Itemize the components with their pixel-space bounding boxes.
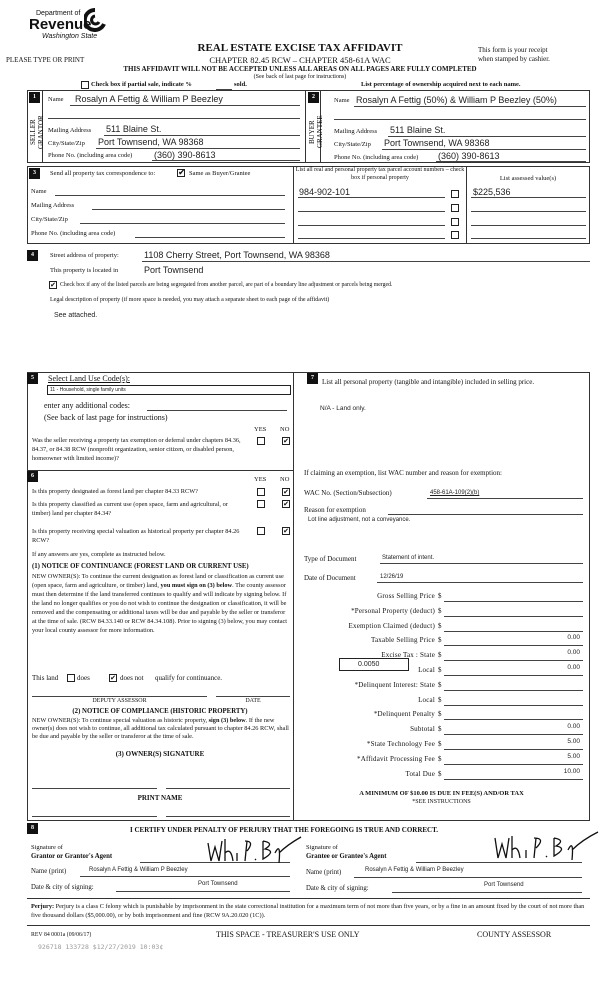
exemption-question: Was the seller receiving a property tax exemption or deferral under chapters 84.36, 84.37, or 84.38 RCW (nonprofit organization, senior citizen, or disabled person, homeowner with limited income)? bbox=[32, 437, 241, 462]
legal-description-field[interactable]: See attached. bbox=[54, 312, 98, 319]
seller-city-field[interactable]: Port Townsend, WA 98368 bbox=[98, 137, 204, 147]
fee-value-field[interactable]: 0.00 bbox=[567, 649, 580, 657]
parcel-header: List all real and personal property tax parcel account numbers – check box if personal property bbox=[295, 167, 465, 181]
same-as-buyer-checkbox[interactable]: ✔ bbox=[178, 168, 186, 178]
section-number: 6 bbox=[27, 471, 38, 482]
fee-label: Gross Selling Price bbox=[377, 592, 435, 600]
see-back-note: (See back of last page for instructions) bbox=[253, 74, 347, 80]
forest-no-checkbox[interactable]: ✔ bbox=[283, 488, 289, 496]
certify-statement: I CERTIFY UNDER PENALTY OF PERJURY THAT THE FOREGOING IS TRUE AND CORRECT. bbox=[130, 826, 439, 834]
city-label: City/State/Zip bbox=[48, 140, 85, 147]
signature-of-label: Signature of bbox=[31, 844, 63, 851]
city-label: City/State/Zip bbox=[334, 141, 371, 148]
buyer-grantee-label: BUYER GRANTEE bbox=[308, 115, 324, 149]
personal-property-checkbox[interactable] bbox=[451, 218, 459, 226]
same-as-buyer-label: Same as Buyer/Grantee bbox=[189, 170, 251, 177]
exemption-yes-checkbox[interactable] bbox=[257, 437, 265, 445]
no-header: NO bbox=[280, 476, 290, 483]
dollar-sign: $ bbox=[438, 636, 442, 645]
treasurer-space-label: THIS SPACE - TREASURER'S USE ONLY bbox=[216, 930, 360, 939]
dollar-sign: $ bbox=[438, 710, 442, 719]
section-number: 1 bbox=[29, 92, 40, 103]
name-print-label: Name (print) bbox=[306, 869, 342, 876]
send-correspondence-label: Send all property tax correspondence to: bbox=[50, 170, 156, 177]
date-city-label: Date & city of signing: bbox=[31, 884, 94, 891]
notice-text: . If the new owner(s) does not wish to continue, all additional tax calculated pursuant to chapter 84.26 RCW, shall be due and payable by the seller or transferor at the time of sale. bbox=[32, 717, 289, 740]
dollar-sign: $ bbox=[438, 740, 442, 748]
perjury-bold: Perjury: bbox=[31, 903, 55, 910]
section-number: 7 bbox=[307, 373, 318, 384]
signature-of-label: Signature of bbox=[306, 844, 338, 851]
grantee-name-field[interactable]: Rosalyn A Fettig & William P Beezley bbox=[365, 867, 464, 873]
fee-label: Excise Tax : State bbox=[381, 651, 435, 660]
sold-label: sold. bbox=[234, 81, 247, 88]
receipt-stamp: 926718 133728 $12/27/2019 10:03¢ bbox=[38, 943, 164, 951]
grantor-agent-label: Grantor or Grantor's Agent bbox=[31, 853, 113, 860]
dollar-sign: $ bbox=[438, 769, 442, 778]
yes-header: YES bbox=[254, 426, 267, 433]
notice-compliance-title: (2) NOTICE OF COMPLIANCE (HISTORIC PROPERTY) bbox=[72, 708, 248, 715]
name-print-label: Name (print) bbox=[31, 868, 67, 875]
dollar-sign: $ bbox=[438, 680, 442, 689]
forest-land-question: Is this property designated as forest land per chapter 84.33 RCW? bbox=[32, 488, 198, 495]
seller-name-field[interactable]: Rosalyn A Fettig & William P Beezley bbox=[75, 94, 223, 104]
historical-no-checkbox[interactable]: ✔ bbox=[283, 527, 289, 535]
personal-property-field[interactable]: N/A - Land only. bbox=[320, 405, 366, 412]
section-number: 8 bbox=[27, 823, 38, 834]
logo-swirl-icon bbox=[84, 8, 106, 32]
does-not-label: does not bbox=[120, 674, 144, 682]
fee-label: *Affidavit Processing Fee bbox=[357, 754, 435, 763]
street-address-field[interactable]: 1108 Cherry Street, Port Townsend, WA 98368 bbox=[144, 250, 330, 260]
local-rate-field[interactable]: 0.0050 bbox=[339, 658, 409, 671]
chapter-line: CHAPTER 82.45 RCW – CHAPTER 458-61A WAC bbox=[209, 55, 391, 65]
exemption-label: If claiming an exemption, list WAC number and reason for exemption: bbox=[304, 469, 502, 477]
no-header: NO bbox=[280, 426, 290, 433]
doc-date-field[interactable]: 12/26/19 bbox=[380, 574, 404, 580]
warning: THIS AFFIDAVIT WILL NOT BE ACCEPTED UNLESS ALL AREAS ON ALL PAGES ARE FULLY COMPLETED bbox=[123, 65, 477, 73]
owner-signature-title: (3) OWNER(S) SIGNATURE bbox=[115, 750, 205, 758]
list-pct-note: List percentage of ownership acquired next to each name. bbox=[361, 81, 521, 88]
date-city-label: Date & city of signing: bbox=[306, 885, 369, 892]
section-number: 5 bbox=[27, 373, 38, 384]
assessed-header: List assessed value(s) bbox=[499, 175, 557, 182]
fee-value-field[interactable]: 0.00 bbox=[567, 723, 580, 731]
fee-label: Local bbox=[418, 695, 435, 704]
city-label: City/State/Zip bbox=[31, 216, 68, 223]
land-use-label: Select Land Use Code(s): bbox=[48, 374, 130, 383]
exemption-no-checkbox[interactable]: ✔ bbox=[283, 437, 289, 445]
notice-text: NEW OWNER(S): To continue special valuation as historic property, bbox=[32, 717, 208, 724]
section-number: 2 bbox=[308, 92, 319, 103]
partial-sale-checkbox[interactable] bbox=[81, 81, 89, 89]
notice-text: NEW OWNER(S): To continue the current designation as forest land or classification as current use (open space, farm and agriculture, or timber) land, bbox=[32, 573, 284, 589]
reason-field[interactable]: Lot line adjustment, not a conveyance. bbox=[308, 517, 411, 523]
county-assessor-label: COUNTY ASSESSOR bbox=[477, 930, 552, 939]
perjury-text: Perjury is a class C felony which is punishable by imprisonment in the state correctional institution for a maximum term of not more than five years, or by a fine in an amount fixed by the court of not more than five thousand dollars ($5,000.00), or by both imprisonment and fine (RCW 9A.20.020 (1C)). bbox=[31, 903, 585, 919]
fee-label: Exemption Claimed (deduct) bbox=[348, 621, 435, 630]
if-yes-note: If any answers are yes, complete as instructed below. bbox=[32, 551, 166, 558]
buyer-name-field[interactable]: Rosalyn A Fettig (50%) & William P Beezley (50%) bbox=[356, 95, 557, 105]
fee-label: Subtotal bbox=[410, 725, 435, 734]
phone-label: Phone No. (including area code) bbox=[334, 154, 419, 161]
current-use-question: Is this property classified as current use (open space, farm and agricultural, or timber) land per chapter 84.34? bbox=[32, 501, 228, 517]
segregated-label: Check box if any of the listed parcels are being segregated from another parcel, are part of a boundary line adjustment or parcels being merged. bbox=[60, 282, 393, 288]
historical-question: Is this property receiving special valuation as historical property per chapter 84.26 RCW? bbox=[32, 528, 240, 544]
address-label: Mailing Address bbox=[334, 128, 378, 135]
notice-compliance-text bbox=[32, 717, 290, 741]
fee-value-field[interactable]: 5.00 bbox=[567, 752, 580, 760]
forest-yes-checkbox[interactable] bbox=[257, 488, 265, 496]
deputy-assessor-label: DEPUTY ASSESSOR bbox=[92, 698, 147, 704]
fee-value-field[interactable]: 0.00 bbox=[567, 634, 580, 642]
fee-label: *State Technology Fee bbox=[366, 740, 435, 748]
grantee-agent-label: Grantee or Grantee's Agent bbox=[306, 853, 387, 860]
this-land-label: This land bbox=[32, 674, 59, 682]
grantor-name-field[interactable]: Rosalyn A Fettig & William P Beezley bbox=[89, 867, 188, 873]
yes-header: YES bbox=[254, 476, 267, 483]
doc-type-label: Type of Document bbox=[304, 555, 357, 563]
section-number: 4 bbox=[27, 250, 38, 261]
receipt-note: This form is your receipt bbox=[478, 46, 548, 54]
fee-value-field[interactable]: 5.00 bbox=[567, 738, 580, 745]
historical-yes-checkbox[interactable] bbox=[257, 527, 265, 535]
phone-label: Phone No. (including area code) bbox=[48, 152, 133, 159]
please-type: PLEASE TYPE OR PRINT bbox=[6, 56, 85, 64]
does-label: does bbox=[77, 674, 90, 682]
name-label: Name bbox=[334, 97, 350, 104]
wac-field[interactable]: 458-61A-109(2)(b) bbox=[430, 490, 480, 496]
personal-property-label: List all personal property (tangible and intangible) included in selling price. bbox=[322, 378, 535, 386]
minimum-note: A MINIMUM OF $10.00 IS DUE IN FEE(S) AND/OR TAX bbox=[359, 790, 524, 797]
form-revision: REV 84 0001a (09/06/17) bbox=[31, 932, 92, 938]
receipt-note: when stamped by cashier. bbox=[478, 55, 550, 63]
date-label: DATE bbox=[245, 698, 261, 704]
buyer-phone-field[interactable]: (360) 390-8613 bbox=[438, 151, 500, 161]
parcel-number-field[interactable]: 984-902-101 bbox=[299, 187, 351, 197]
qualify-label: qualify for continuance. bbox=[155, 674, 223, 682]
fee-label: Local bbox=[418, 666, 435, 674]
dollar-sign: $ bbox=[438, 725, 442, 734]
legal-label: Legal description of property (if more space is needed, you may attach a separate sheet to each page of the affidavit) bbox=[50, 297, 330, 303]
dollar-sign: $ bbox=[438, 606, 442, 615]
name-label: Name bbox=[31, 188, 47, 195]
buyer-address-field[interactable]: 511 Blaine St. bbox=[390, 125, 446, 135]
perjury-notice bbox=[31, 902, 589, 920]
current-use-no-checkbox[interactable]: ✔ bbox=[283, 500, 289, 508]
see-back-note: (See back of last page for instructions) bbox=[44, 413, 168, 422]
grantor-city-field[interactable]: Port Townsend bbox=[198, 881, 238, 887]
segregated-checkbox[interactable]: ✔ bbox=[50, 281, 56, 289]
form-title: REAL ESTATE EXCISE TAX AFFIDAVIT bbox=[197, 42, 403, 54]
phone-label: Phone No. (including area code) bbox=[31, 230, 116, 237]
seller-phone-field[interactable]: (360) 390-8613 bbox=[154, 150, 216, 160]
notice-continuance-title: (1) NOTICE OF CONTINUANCE (FOREST LAND OR CURRENT USE) bbox=[32, 563, 249, 570]
name-label: Name bbox=[48, 96, 64, 103]
located-label: This property is located in bbox=[50, 267, 119, 274]
see-instructions-note: *SEE INSTRUCTIONS bbox=[412, 799, 471, 805]
fee-value-field[interactable]: 0.00 bbox=[567, 664, 580, 671]
buyer-city-field[interactable]: Port Townsend, WA 98368 bbox=[384, 138, 490, 148]
reason-label: Reason for exemption bbox=[304, 506, 366, 514]
assessed-value-field[interactable]: $225,536 bbox=[473, 187, 511, 197]
personal-property-checkbox[interactable] bbox=[451, 204, 459, 212]
dollar-sign: $ bbox=[438, 666, 442, 674]
notice-bold: sign (3) below bbox=[208, 717, 246, 724]
wac-label: WAC No. (Section/Subsection) bbox=[304, 489, 392, 497]
dollar-sign: $ bbox=[438, 754, 442, 763]
notice-bold: you must sign on (3) below bbox=[160, 582, 233, 589]
does-not-checkbox[interactable]: ✔ bbox=[110, 674, 116, 682]
section-number: 3 bbox=[29, 168, 40, 179]
grantee-city-field[interactable]: Port Townsend bbox=[484, 882, 524, 888]
dollar-sign: $ bbox=[438, 621, 442, 630]
fee-value-field[interactable]: 10.00 bbox=[563, 767, 580, 775]
doc-date-label: Date of Document bbox=[304, 574, 356, 582]
seller-grantor-label: SELLER GRANTOR bbox=[29, 115, 45, 149]
notice-continuance-text bbox=[32, 572, 290, 635]
street-label: Street address of property: bbox=[50, 252, 119, 259]
print-name-label: PRINT NAME bbox=[137, 794, 183, 802]
does-checkbox[interactable] bbox=[67, 674, 75, 682]
address-label: Mailing Address bbox=[31, 202, 75, 209]
additional-codes-label: enter any additional codes: bbox=[44, 401, 130, 410]
located-in-field[interactable]: Port Townsend bbox=[144, 265, 204, 275]
seller-address-field[interactable]: 511 Blaine St. bbox=[106, 124, 162, 134]
grantee-signature[interactable] bbox=[492, 830, 600, 864]
address-label: Mailing Address bbox=[48, 127, 92, 134]
current-use-yes-checkbox[interactable] bbox=[257, 500, 265, 508]
personal-property-checkbox[interactable] bbox=[451, 190, 459, 198]
fee-label: Total Due bbox=[405, 769, 435, 778]
fee-label: *Delinquent Interest: State bbox=[354, 680, 435, 689]
grantor-signature[interactable] bbox=[205, 835, 305, 865]
partial-sale-label: Check box if partial sale, indicate % bbox=[91, 81, 192, 88]
dollar-sign: $ bbox=[438, 651, 442, 660]
land-use-code-select[interactable]: 11 - Household, single family units bbox=[47, 385, 291, 395]
fee-label: *Personal Property (deduct) bbox=[351, 606, 435, 615]
personal-property-checkbox[interactable] bbox=[451, 231, 459, 239]
dollar-sign: $ bbox=[438, 592, 442, 600]
fee-label: Taxable Selling Price bbox=[371, 636, 435, 645]
fee-label: *Delinquent Penalty bbox=[373, 710, 435, 719]
dollar-sign: $ bbox=[438, 695, 442, 704]
notice-text: . The county assessor must then determine if the land transferred continues to qualify and will indicate by signing below. If the land no longer qualifies or you do not wish to continue the designation or classification, it will be removed and the compensating or additional taxes will be due and payable by the seller or transferor at the time of sale. (RCW 84.33.140 or RCW 84.34.108). Prior to signing (3) below, you may contact your local county assessor for more information. bbox=[32, 582, 288, 634]
doc-type-field[interactable]: Statement of intent. bbox=[382, 555, 435, 561]
